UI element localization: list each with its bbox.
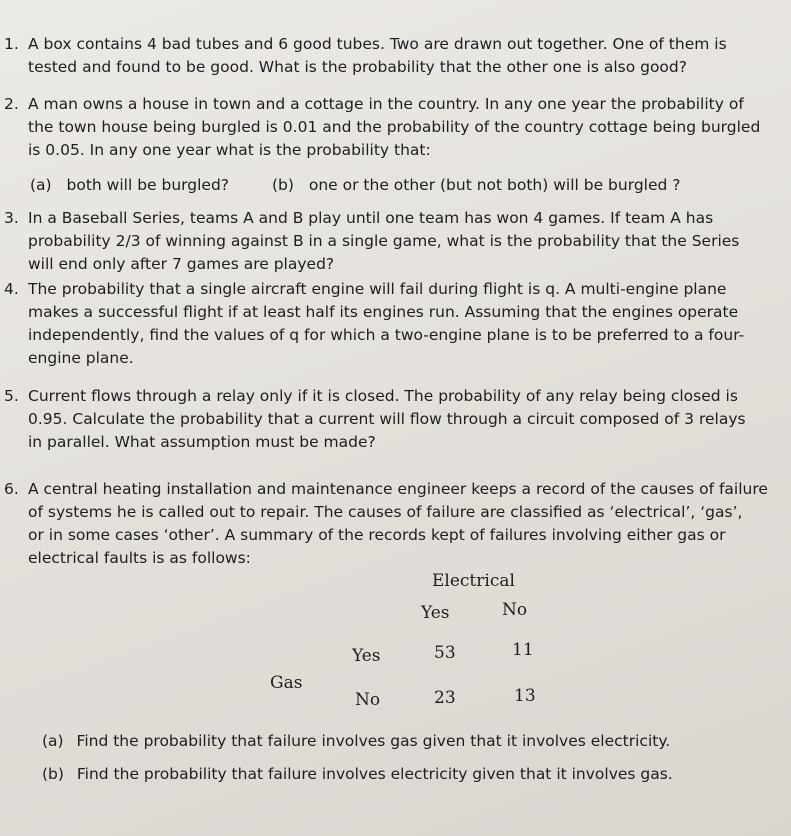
text-line: of systems he is called out to repair. The causes of failure are classified as ‘electrical’, ‘gas’, bbox=[28, 503, 743, 521]
question-number: 3. bbox=[4, 209, 19, 227]
question-text bbox=[28, 93, 761, 162]
text-line: Current flows through a relay only if it is closed. The probability of any relay being closed is bbox=[28, 387, 738, 405]
table-cell: 13 bbox=[514, 686, 536, 706]
text-line: A man owns a house in town and a cottage in the country. In any one year the probability of bbox=[28, 95, 744, 113]
text-line: is 0.05. In any one year what is the probability that: bbox=[28, 141, 431, 159]
text-line: A central heating installation and maintenance engineer keeps a record of the causes of failure bbox=[28, 480, 768, 498]
question-number: 6. bbox=[4, 480, 19, 498]
text-line: A box contains 4 bad tubes and 6 good tubes. Two are drawn out together. One of them is bbox=[28, 35, 727, 53]
text-line: tested and found to be good. What is the probability that the other one is also good? bbox=[28, 58, 687, 76]
question-6-part-a bbox=[42, 732, 670, 750]
column-header-no: No bbox=[502, 600, 528, 620]
text-line: engine plane. bbox=[28, 349, 134, 367]
row-header-no: No bbox=[355, 690, 381, 710]
part-text: Find the probability that failure involves gas given that it involves electricity. bbox=[76, 732, 671, 750]
part-label: (a) bbox=[42, 732, 64, 750]
part-text: both will be burgled? bbox=[66, 176, 230, 194]
text-line: or in some cases ‘other’. A summary of the records kept of failures involving either gas or bbox=[28, 526, 726, 544]
part-label: (b) bbox=[272, 176, 294, 194]
text-line: independently, find the values of q for which a two-engine plane is to be preferred to a four- bbox=[28, 326, 745, 344]
part-text: one or the other (but not both) will be burgled ? bbox=[308, 176, 681, 194]
text-line: in parallel. What assumption must be made? bbox=[28, 433, 376, 451]
row-group-label: Gas bbox=[270, 673, 303, 693]
question-number: 2. bbox=[4, 95, 19, 113]
question-6-part-b bbox=[42, 765, 673, 783]
question-text bbox=[28, 278, 758, 370]
question-text bbox=[28, 478, 768, 570]
text-line: 0.95. Calculate the probability that a current will flow through a circuit composed of 3 relays bbox=[28, 410, 746, 428]
text-line: makes a successful flight if at least half its engines run. Assuming that the engines operate bbox=[28, 303, 739, 321]
row-header-yes: Yes bbox=[352, 646, 381, 666]
column-header-yes: Yes bbox=[421, 603, 450, 623]
question-2-part-b bbox=[272, 176, 681, 194]
text-line: electrical faults is as follows: bbox=[28, 549, 251, 567]
part-label: (b) bbox=[42, 765, 64, 783]
part-text: Find the probability that failure involves electricity given that it involves gas. bbox=[76, 765, 673, 783]
column-group-label: Electrical bbox=[432, 571, 515, 591]
question-number: 1. bbox=[4, 35, 19, 53]
text-line: The probability that a single aircraft engine will fail during flight is q. A multi-engine plane bbox=[28, 280, 727, 298]
text-line: In a Baseball Series, teams A and B play until one team has won 4 games. If team A has bbox=[28, 209, 714, 227]
question-text bbox=[28, 207, 758, 276]
text-line: the town house being burgled is 0.01 and the probability of the country cottage being burgled bbox=[28, 118, 761, 136]
text-line: will end only after 7 games are played? bbox=[28, 255, 335, 273]
question-2-part-a bbox=[30, 176, 229, 194]
text-line: probability 2/3 of winning against B in a single game, what is the probability that the Series bbox=[28, 232, 740, 250]
table-cell: 23 bbox=[434, 688, 456, 708]
table-cell: 11 bbox=[512, 640, 534, 660]
question-number: 5. bbox=[4, 387, 19, 405]
part-label: (a) bbox=[30, 176, 52, 194]
table-cell: 53 bbox=[434, 643, 456, 663]
question-number: 4. bbox=[4, 280, 19, 298]
question-text bbox=[28, 33, 758, 79]
question-text bbox=[28, 385, 758, 454]
